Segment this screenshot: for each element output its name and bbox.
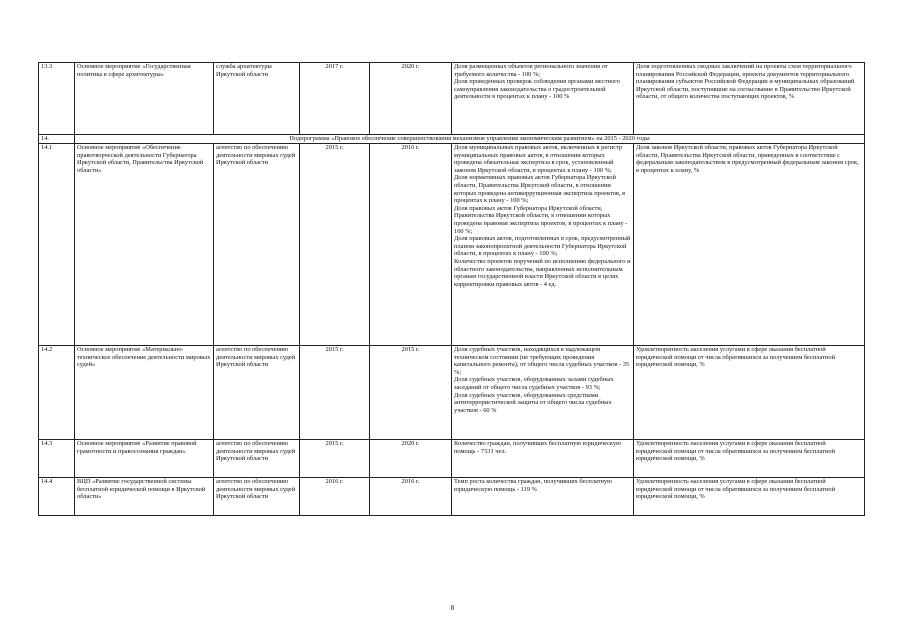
indicator-text: Доля судебных участков, находящихся в надлежащем техническом состоянии (не требующих проведения капитального ремонта), от общего числа судебных участков - 35 %; xyxy=(454,346,630,376)
start-year: 2017 г. xyxy=(300,63,370,135)
indicator-text: Доля размещенных объектов регионального значения от требуемого количества - 100 %; xyxy=(454,63,608,78)
page-number: 8 xyxy=(450,604,455,612)
subprogram-row xyxy=(39,135,865,144)
program-table xyxy=(38,62,865,516)
activity-name: Основное мероприятие «Развитие правовой грамотности и правосознания граждан» xyxy=(75,440,214,478)
row-number: 14.4 xyxy=(39,478,75,516)
indicators-cell xyxy=(452,346,634,440)
indicator-text: Темп роста количества граждан, получивших бесплатную юридическую помощь - 119 % xyxy=(454,478,612,493)
target-indicator: Доля подготовленных сводных заключений на проекты схем территориального планирования Российской Федерации, проекты документов территориального планирования субъектов Российской Федерации и муниципальных образований Иркутской области, поступившие на согласование в Правительство Иркутской области, от общего количества поступающих проектов, % xyxy=(634,63,865,135)
executor: агентство по обеспечению деятельности мировых судей Иркутской области xyxy=(214,440,300,478)
indicator-text: Доля нормативных правовых актов Губернатора Иркутской области, Правительства Иркутской области, в отношении которых проведена антикоррупционная экспертиза проектов, в процентах к плану - 100 %; xyxy=(454,174,626,205)
end-year: 2020 г. xyxy=(370,440,452,478)
target-indicator: Доля законов Иркутской области, правовых актов Губернатора Иркутской области, Правительства Иркутской области, приведенных в соответствие с федеральным законодательством в предусмотренный федеральным законом срок, в процентах к плану, % xyxy=(634,144,865,346)
subprogram-title: Подпрограмма «Правовое обеспечение совершенствования механизмов управления экономическим развитием» на 2015 - 2020 годы xyxy=(75,135,865,144)
indicator-text: Количество граждан, получивших бесплатную юридическую помощь - 7331 чел. xyxy=(454,440,621,455)
start-year: 2015 г. xyxy=(300,440,370,478)
target-indicator: Удовлетворенность населения услугами в сфере оказания бесплатной юридической помощи от числа обратившихся за получением бесплатной юридической помощи, % xyxy=(634,440,865,478)
executor: агентство по обеспечению деятельности мировых судей Иркутской области xyxy=(214,346,300,440)
executor: служба архитектуры Иркутской области xyxy=(214,63,300,135)
table-row xyxy=(39,63,865,135)
indicator-text: Доля правовых актов, подготовленных в срок, предусмотренный планом законопроектной деятельности Губернатора Иркутской области, в процентах к плану - 100 %; xyxy=(454,235,631,258)
indicators-cell xyxy=(452,478,634,516)
document-sheet xyxy=(38,62,864,516)
end-year: 2016 г. xyxy=(370,144,452,346)
activity-name: ВЦП «Развитие государственной системы бесплатной юридической помощи в Иркутской области» xyxy=(75,478,214,516)
row-number: 13.3 xyxy=(39,63,75,135)
end-year: 2016 г. xyxy=(370,478,452,516)
target-indicator: Удовлетворенность населения услугами в сфере оказания бесплатной юридической помощи от числа обратившихся за получением бесплатной юридической помощи, % xyxy=(634,346,865,440)
end-year: 2020 г. xyxy=(370,63,452,135)
indicators-cell xyxy=(452,440,634,478)
row-number: 14.1 xyxy=(39,144,75,346)
indicator-text: Доля судебных участков, оборудованных залами судебных заседаний от общего числа судебных участков - 93 %; xyxy=(454,376,614,391)
activity-name: Основное мероприятие «Государственная политика в сфере архитектуры» xyxy=(75,63,214,135)
activity-name: Основное мероприятие «Материально-техническое обеспечение деятельности мировых судей» xyxy=(75,346,214,440)
table-row xyxy=(39,440,865,478)
target-indicator: Удовлетворенность населения услугами в сфере оказания бесплатной юридической помощи от числа обратившихся за получением бесплатной юридической помощи, % xyxy=(634,478,865,516)
start-year: 2016 г. xyxy=(300,478,370,516)
subprogram-number: 14. xyxy=(39,135,75,144)
start-year: 2015 г. xyxy=(300,144,370,346)
indicator-text: Доля судебных участков, оборудованных средствами антитеррористической защиты от общего числа судебных участков - 60 % xyxy=(454,391,612,414)
table-row xyxy=(39,144,865,346)
table-row xyxy=(39,346,865,440)
indicator-text: Количество проектов поручений по исполнению федерального и областного законодательства, направленных исполнительным органам государственной власти Иркутской области в целях корректировки правовых актов - 4 ед. xyxy=(454,257,631,288)
indicator-text: Доля правовых актов Губернатора Иркутской области, Правительства Иркутской области, в отношении которых проведена правовая экспертиза проектов, в процентах к плану - 100 %; xyxy=(454,204,628,235)
indicators-cell xyxy=(452,144,634,346)
executor: агентство по обеспечению деятельности мировых судей Иркутской области xyxy=(214,478,300,516)
end-year: 2015 г. xyxy=(370,346,452,440)
indicator-text: Доля проведенных проверок соблюдения органами местного самоуправления законодательства о градостроительной деятельности в процентах к плану - 100 % xyxy=(454,78,620,101)
table-row xyxy=(39,478,865,516)
row-number: 14.2 xyxy=(39,346,75,440)
indicator-text: Доля муниципальных правовых актов, включенных в регистр муниципальных правовых актов, в отношении которых проведена обязательная экспертиза в срок, установленный законом Иркутской области, в процентах к плану - 100 %; xyxy=(454,144,623,174)
start-year: 2015 г. xyxy=(300,346,370,440)
executor: агентство по обеспечению деятельности мировых судей Иркутской области xyxy=(214,144,300,346)
activity-name: Основное мероприятие «Обеспечение правотворческой деятельности Губернатора Иркутской области, Правительства Иркутской области» xyxy=(75,144,214,346)
indicators-cell xyxy=(452,63,634,135)
row-number: 14.3 xyxy=(39,440,75,478)
